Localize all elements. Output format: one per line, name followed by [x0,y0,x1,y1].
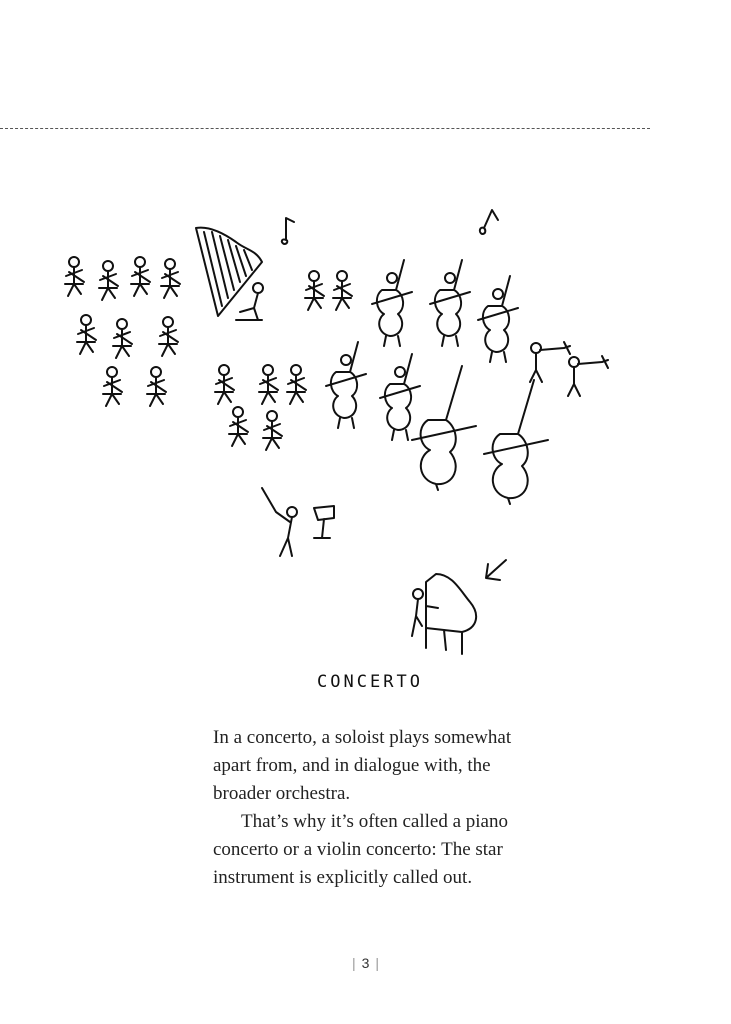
paragraph-2: That’s why it’s often called a piano concerto or a violin concerto: The star instrument is explicitly called out. [213,811,508,888]
paragraph-1: In a concerto, a soloist plays somewhat apart from, and in dialogue with, the broader orchestra. [213,727,512,804]
folio-divider-right: | [375,955,380,971]
illustration-caption: CONCERTO [317,672,423,692]
body-text [213,724,543,892]
folio-divider-left: | [351,955,356,971]
page-number: 3 [361,955,370,971]
page-number-footer [0,955,731,971]
